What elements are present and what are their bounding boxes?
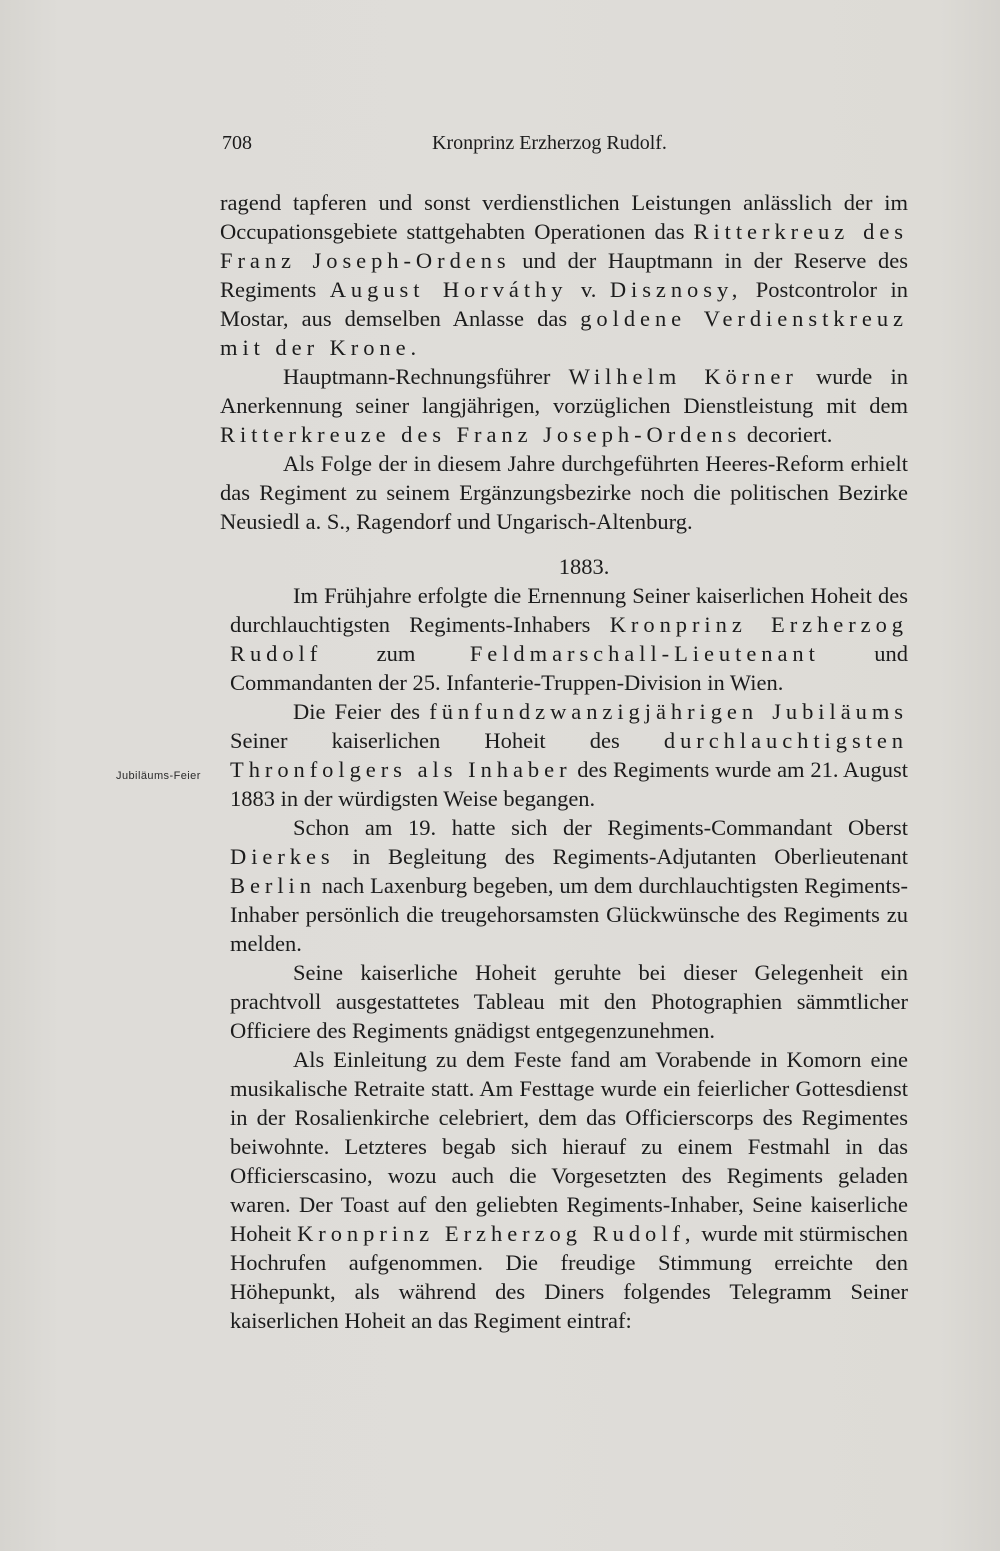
emphasis-title: durchlauchtigsten Thronfolgers als Inhaber — [230, 728, 908, 782]
text-run: wurde in Anerkennung seiner langjährigen, vorzüglichen Dienstleistung mit dem — [220, 364, 909, 418]
text-run: in Begleitung des Regiments-Adjutanten Oberlieutenant — [334, 844, 908, 869]
emphasis-rank: Feldmarschall-Lieutenant — [469, 641, 820, 666]
emphasis-person-name: Dierkes — [230, 844, 335, 869]
paragraph-3: Als Folge der in diesem Jahre durchgeführten Heeres-Reform erhielt das Regiment zu seinem Ergänzungsbezirke noch die politischen Bezirke Neusiedl a. S., Ragendorf und Ungarisch-Altenburg. — [220, 451, 908, 534]
text-run: des Regiments wurde am 21. August 1883 in der würdigsten Weise begangen. — [230, 757, 908, 811]
emphasis-person-name: August Horváthy — [329, 277, 568, 302]
text-run: Schon am 19. hatte sich der Regiments-Commandant Oberst — [293, 815, 908, 840]
emphasis-jubilee: fünfundzwanzigjährigen Jubiläums — [429, 699, 908, 724]
emphasis-person-name: Disznosy, — [609, 277, 743, 302]
paragraph-6 — [230, 813, 908, 958]
lower-section — [220, 581, 908, 1335]
text-run: und der Hauptmann in der Reserve des Regiments — [220, 248, 908, 302]
emphasis-order-name: Ritterkreuze des Franz Joseph-Ordens — [220, 422, 742, 447]
emphasis-person-name: Kronprinz Erzherzog Rudolf, — [297, 1221, 696, 1246]
paragraph-8 — [230, 1045, 908, 1335]
year-heading: 1883. — [558, 554, 610, 579]
text-run: zum — [322, 641, 470, 666]
emphasis-person-name: Berlin — [230, 873, 316, 898]
paragraph-4 — [230, 581, 908, 697]
text-run: Als Einleitung zu dem Feste fand am Vorabende in Komorn eine musikalische Retraite statt. Am Festtage wurde ein feierlicher Gottesdienst in der Rosalienkirche celebriert, dem das Officierscorps des Regimentes beiwohnte. Letzteres begab sich hierauf zu einem Festmahl in das Officierscasino, wozu auch die Vorgesetzten des Regiments geladen waren. Der Toast auf den geliebten Regiments-Inhaber, Seine kaiserliche Hoheit — [230, 1047, 908, 1246]
page-header — [222, 132, 692, 162]
page-number: 708 — [222, 132, 252, 154]
text-run: v. — [567, 277, 610, 302]
body-text — [220, 188, 908, 1335]
text-run: decoriert. — [741, 422, 833, 447]
emphasis-person-name: Kronprinz Erzherzog Rudolf — [230, 612, 908, 666]
paragraph-1 — [220, 188, 908, 362]
emphasis-person-name: Wilhelm Körner — [568, 364, 798, 389]
text-run: nach Laxenburg begeben, um dem durchlauchtigsten Regiments-Inhaber persönlich die treugehorsamsten Glückwünsche des Regiments zu melden. — [230, 873, 908, 956]
running-title: Kronprinz Erzherzog Rudolf. — [432, 132, 667, 154]
text-run: Hauptmann-Rechnungsführer — [283, 364, 569, 389]
text-run: Im Frühjahre erfolgte die Ernennung Seiner kaiserlichen Hoheit des durchlauchtigsten Regiments-Inhabers — [230, 583, 908, 637]
text-run: wurde mit stürmischen Hochrufen aufgenommen. Die freudige Stimmung erreichte den Höhepunkt, als während des Diners folgendes Telegramm Seiner kaiserlichen Hoheit an das Regiment eintraf: — [230, 1221, 908, 1333]
text-run: Die Feier des — [293, 699, 430, 724]
margin-note: Jubiläums-Feier — [116, 770, 201, 782]
text-run: und Commandanten der 25. Infanterie-Truppen-Division in Wien. — [230, 641, 908, 695]
paragraph-7: Seine kaiserliche Hoheit geruhte bei dieser Gelegenheit ein prachtvoll ausgestattetes Tableau mit den Photographien sämmtlicher Officiere des Regiments gnädigst entgegenzunehmen. — [230, 960, 908, 1043]
text-run: ragend tapferen und sonst verdienstlichen Leistungen anlässlich der im Occupationsgebiete stattgehabten Operationen das — [220, 190, 908, 244]
text-run: Seiner kaiserlichen Hoheit des — [230, 728, 664, 753]
emphasis-decoration-name: goldene Verdienstkreuz mit der Krone. — [220, 306, 908, 360]
paragraph-2 — [220, 362, 908, 449]
text-run: Postcontrolor in Mostar, aus demselben Anlasse das — [220, 277, 908, 331]
emphasis-order-name: Ritterkreuz des Franz Joseph-Ordens — [220, 219, 908, 273]
paragraph-5 — [230, 697, 908, 813]
